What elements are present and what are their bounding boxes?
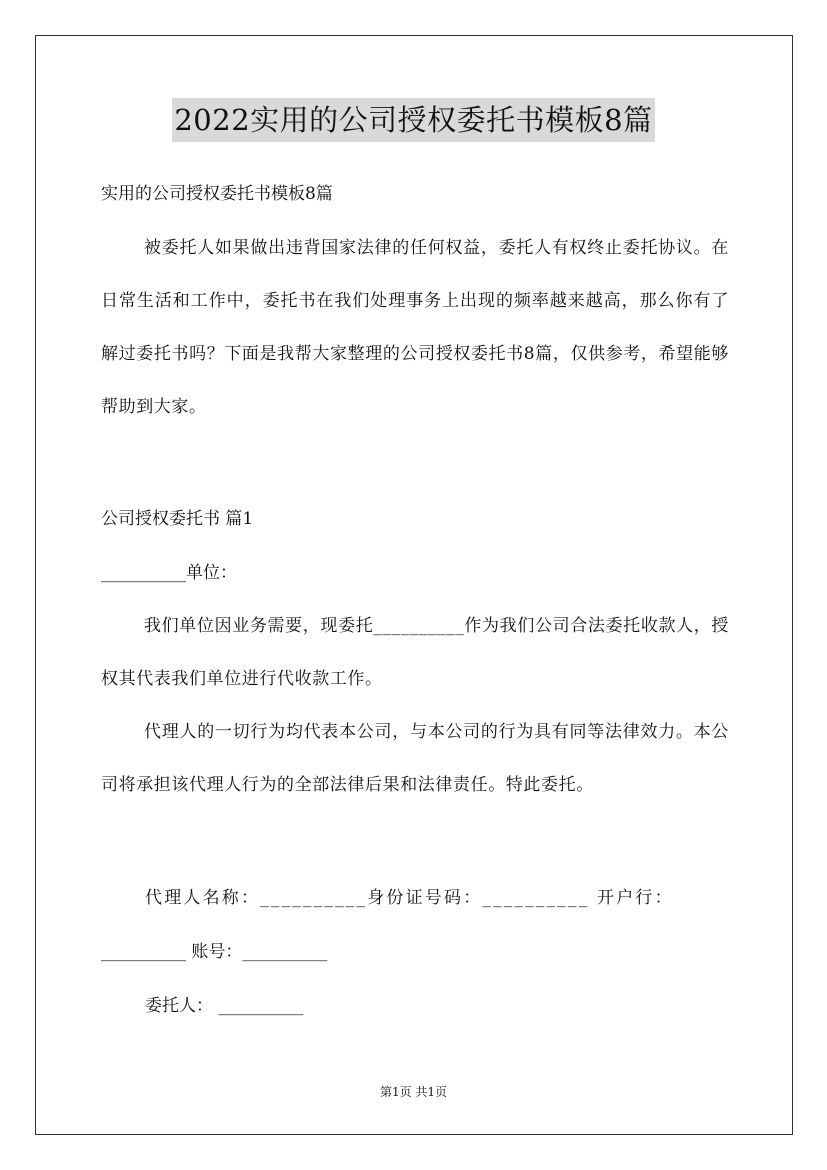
authorization-paragraph: 我们单位因业务需要，现委托__________作为我们公司合法委托收款人，授权其代表我们单位进行代收款工作。 [101, 616, 729, 689]
page-number: 第1页 共1页 [379, 1085, 448, 1099]
liability-paragraph: 代理人的一切行为均代表本公司，与本公司的行为具有同等法律效力。本公司将承担该代理人行为的全部法律后果和法律责任。特此委托。 [101, 722, 729, 795]
section-heading: 公司授权委托书 篇1 [101, 509, 254, 529]
unit-line: __________单位： [101, 563, 237, 583]
agent-fields-line: 代理人名称：__________身份证号码：__________ 开户行： [145, 888, 674, 908]
title-container [0, 98, 827, 142]
document-subtitle: 实用的公司授权委托书模板8篇 [101, 184, 333, 204]
intro-paragraph: 被委托人如果做出违背国家法律的任何权益，委托人有权终止委托协议。在日常生活和工作中，委托书在我们处理事务上出现的频率越来越高，那么你有了解过委托书吗？下面是我帮大家整理的公司授权委托书8篇，仅供参考，希望能够帮助到大家。 [101, 238, 729, 417]
principal-line: 委托人： __________ [145, 996, 304, 1016]
document-title: 2022实用的公司授权委托书模板8篇 [172, 98, 654, 142]
account-fields-line: __________ 账号：__________ [101, 942, 328, 962]
